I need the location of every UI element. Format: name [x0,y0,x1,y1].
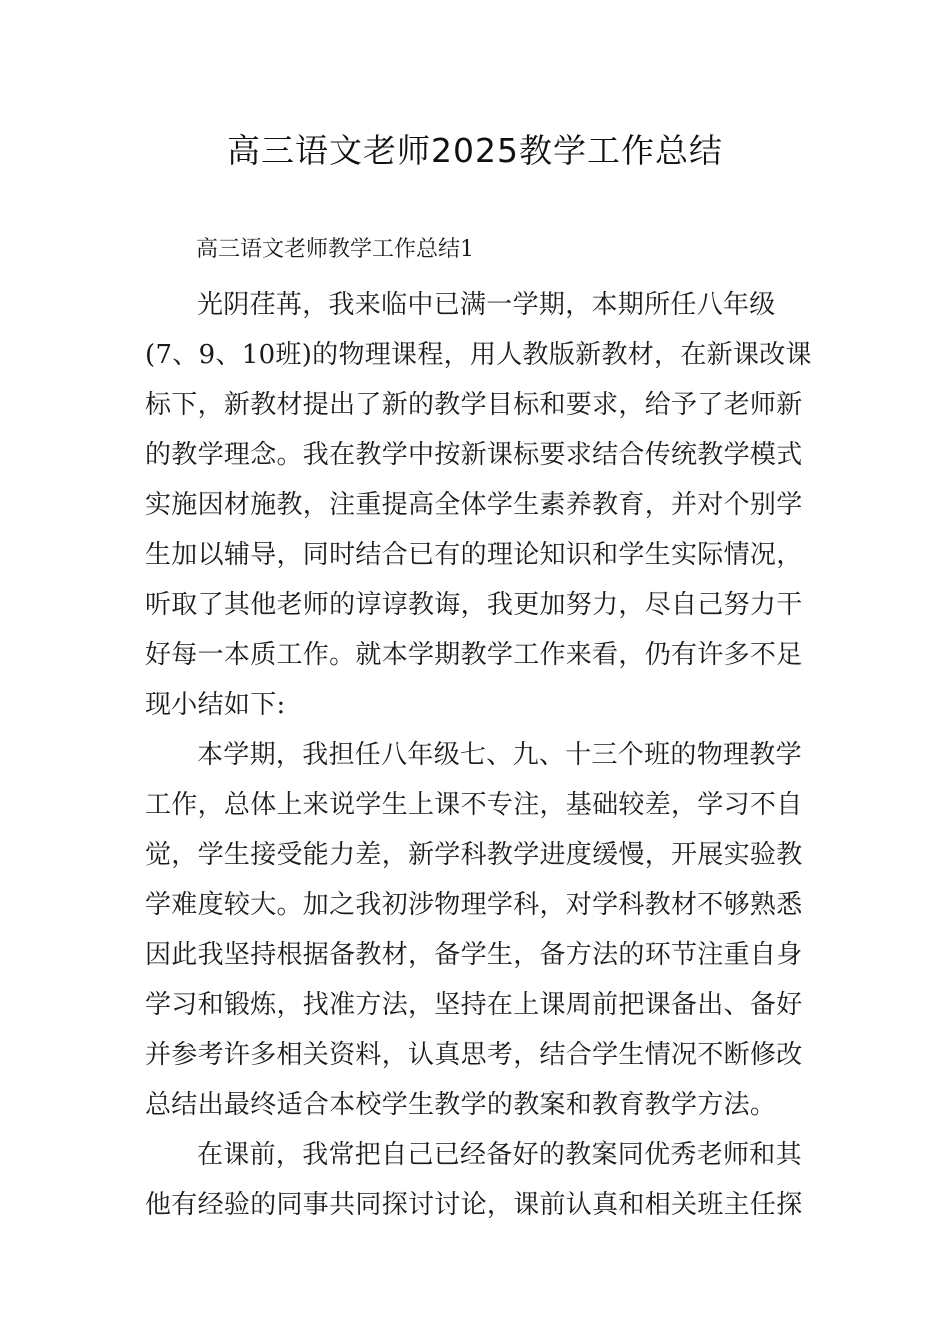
paragraph-line: 学习和锻炼，找准方法，坚持在上课周前把课备出、备好 [145,990,803,1020]
document-title: 高三语文老师2025教学工作总结 [227,131,723,170]
section-subtitle: 高三语文老师教学工作总结1 [196,237,474,262]
paragraph-line: 现小结如下: [145,690,286,720]
paragraph-line: 他有经验的同事共同探讨讨论，课前认真和相关班主任探 [145,1190,803,1220]
paragraph-line: 生加以辅导，同时结合已有的理论知识和学生实际情况， [145,540,803,570]
paragraph-line: 本学期，我担任八年级七、九、十三个班的物理教学 [197,740,802,770]
paragraph-line: 的教学理念。我在教学中按新课标要求结合传统教学模式 [145,440,803,470]
paragraph-line: 标下，新教材提出了新的教学目标和要求，给予了老师新 [145,390,803,420]
paragraph-line: 实施因材施教，注重提高全体学生素养教育，并对个别学 [145,490,803,520]
paragraph-line: 在课前，我常把自己已经备好的教案同优秀老师和其 [197,1140,802,1170]
document-body [145,280,825,1230]
paragraph-line: 因此我坚持根据备教材，备学生，备方法的环节注重自身 [145,940,803,970]
paragraph-1 [145,280,825,730]
paragraph-3 [145,1130,825,1230]
paragraph-line: 光阴荏苒，我来临中已满一学期，本期所任八年级 [197,290,776,320]
paragraph-line: 好每一本质工作。就本学期教学工作来看，仍有许多不足 [145,640,803,670]
paragraph-line: 觉，学生接受能力差，新学科教学进度缓慢，开展实验教 [145,840,803,870]
paragraph-2 [145,730,825,1130]
paragraph-line: (7、9、10班)的物理课程，用人教版新教材，在新课改课 [145,340,812,370]
paragraph-line: 总结出最终适合本校学生教学的教案和教育教学方法。 [145,1090,777,1120]
paragraph-line: 听取了其他老师的谆谆教诲，我更加努力，尽自己努力干 [145,590,803,620]
paragraph-line: 并参考许多相关资料，认真思考，结合学生情况不断修改 [145,1040,803,1070]
paragraph-line: 学难度较大。加之我初涉物理学科，对学科教材不够熟悉 [145,890,803,920]
paragraph-line: 工作，总体上来说学生上课不专注，基础较差，学习不自 [145,790,803,820]
